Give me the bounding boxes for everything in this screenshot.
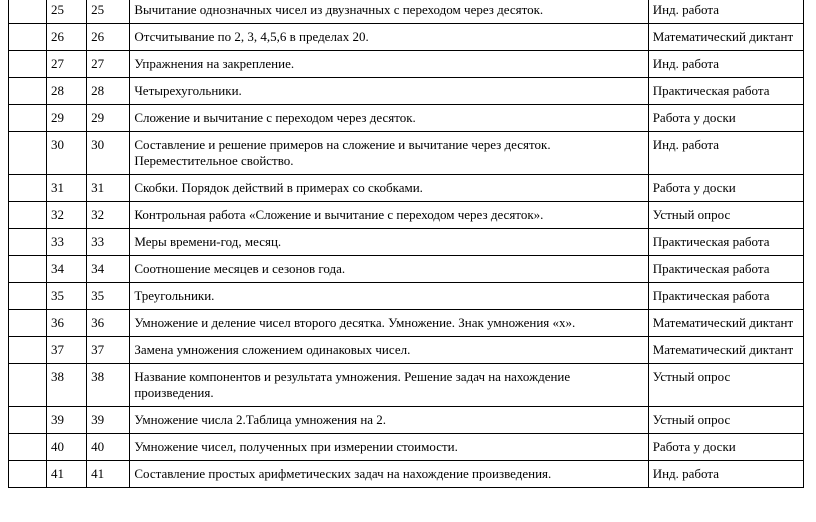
lesson-form: Устный опрос bbox=[648, 407, 803, 434]
lesson-form: Инд. работа bbox=[648, 51, 803, 78]
lesson-number: 37 bbox=[47, 337, 87, 364]
lesson-index: 39 bbox=[87, 407, 130, 434]
lesson-form: Устный опрос bbox=[648, 202, 803, 229]
lesson-topic: Скобки. Порядок действий в примерах со скобками. bbox=[130, 175, 648, 202]
lesson-topic: Отсчитывание по 2, 3, 4,5,6 в пределах 20. bbox=[130, 24, 648, 51]
table-row bbox=[9, 434, 804, 461]
lesson-number: 41 bbox=[47, 461, 87, 488]
lesson-form: Инд. работа bbox=[648, 0, 803, 24]
lesson-topic: Замена умножения сложением одинаковых чисел. bbox=[130, 337, 648, 364]
lesson-topic: Умножение числа 2.Таблица умножения на 2. bbox=[130, 407, 648, 434]
lesson-number: 40 bbox=[47, 434, 87, 461]
lesson-topic: Название компонентов и результата умножения. Решение задач на нахождение произведения. bbox=[130, 364, 648, 407]
lesson-index: 36 bbox=[87, 310, 130, 337]
blank-cell bbox=[9, 202, 47, 229]
lesson-number: 33 bbox=[47, 229, 87, 256]
blank-cell bbox=[9, 337, 47, 364]
lesson-number: 36 bbox=[47, 310, 87, 337]
table-row bbox=[9, 24, 804, 51]
lesson-index: 30 bbox=[87, 132, 130, 175]
lesson-form: Работа у доски bbox=[648, 434, 803, 461]
lesson-topic: Контрольная работа «Сложение и вычитание с переходом через десяток». bbox=[130, 202, 648, 229]
lesson-form: Математический диктант bbox=[648, 310, 803, 337]
lesson-index: 33 bbox=[87, 229, 130, 256]
lesson-index: 28 bbox=[87, 78, 130, 105]
lesson-form: Математический диктант bbox=[648, 337, 803, 364]
table-row bbox=[9, 364, 804, 407]
blank-cell bbox=[9, 434, 47, 461]
blank-cell bbox=[9, 364, 47, 407]
blank-cell bbox=[9, 407, 47, 434]
table-row bbox=[9, 175, 804, 202]
lesson-topic: Составление и решение примеров на сложение и вычитание через десяток. Переместительное свойство. bbox=[130, 132, 648, 175]
lesson-form: Работа у доски bbox=[648, 105, 803, 132]
lesson-number: 26 bbox=[47, 24, 87, 51]
blank-cell bbox=[9, 51, 47, 78]
lesson-form: Практическая работа bbox=[648, 229, 803, 256]
lesson-form: Инд. работа bbox=[648, 132, 803, 175]
lesson-number: 34 bbox=[47, 256, 87, 283]
lesson-index: 27 bbox=[87, 51, 130, 78]
lesson-plan-body bbox=[9, 0, 804, 488]
table-row bbox=[9, 407, 804, 434]
blank-cell bbox=[9, 175, 47, 202]
blank-cell bbox=[9, 310, 47, 337]
lesson-index: 32 bbox=[87, 202, 130, 229]
lesson-number: 39 bbox=[47, 407, 87, 434]
lesson-form: Практическая работа bbox=[648, 283, 803, 310]
lesson-form: Инд. работа bbox=[648, 461, 803, 488]
lesson-number: 35 bbox=[47, 283, 87, 310]
lesson-topic: Соотношение месяцев и сезонов года. bbox=[130, 256, 648, 283]
lesson-index: 31 bbox=[87, 175, 130, 202]
lesson-topic: Треугольники. bbox=[130, 283, 648, 310]
blank-cell bbox=[9, 132, 47, 175]
table-row bbox=[9, 461, 804, 488]
lesson-number: 30 bbox=[47, 132, 87, 175]
blank-cell bbox=[9, 78, 47, 105]
lesson-number: 27 bbox=[47, 51, 87, 78]
table-row bbox=[9, 51, 804, 78]
lesson-topic: Упражнения на закрепление. bbox=[130, 51, 648, 78]
lesson-form: Работа у доски bbox=[648, 175, 803, 202]
lesson-form: Практическая работа bbox=[648, 256, 803, 283]
lesson-form: Практическая работа bbox=[648, 78, 803, 105]
lesson-index: 38 bbox=[87, 364, 130, 407]
table-row bbox=[9, 310, 804, 337]
table-row bbox=[9, 0, 804, 24]
table-row bbox=[9, 202, 804, 229]
lesson-index: 40 bbox=[87, 434, 130, 461]
lesson-number: 25 bbox=[47, 0, 87, 24]
blank-cell bbox=[9, 229, 47, 256]
table-row bbox=[9, 229, 804, 256]
table-row bbox=[9, 283, 804, 310]
lesson-number: 31 bbox=[47, 175, 87, 202]
blank-cell bbox=[9, 0, 47, 24]
table-row bbox=[9, 105, 804, 132]
blank-cell bbox=[9, 256, 47, 283]
lesson-index: 34 bbox=[87, 256, 130, 283]
lesson-topic: Меры времени-год, месяц. bbox=[130, 229, 648, 256]
lesson-index: 35 bbox=[87, 283, 130, 310]
lesson-number: 38 bbox=[47, 364, 87, 407]
lesson-index: 29 bbox=[87, 105, 130, 132]
lesson-number: 29 bbox=[47, 105, 87, 132]
lesson-form: Устный опрос bbox=[648, 364, 803, 407]
table-row bbox=[9, 337, 804, 364]
lesson-topic: Сложение и вычитание с переходом через десяток. bbox=[130, 105, 648, 132]
table-row bbox=[9, 132, 804, 175]
lesson-number: 32 bbox=[47, 202, 87, 229]
lesson-index: 25 bbox=[87, 0, 130, 24]
blank-cell bbox=[9, 461, 47, 488]
blank-cell bbox=[9, 24, 47, 51]
lesson-number: 28 bbox=[47, 78, 87, 105]
lesson-index: 41 bbox=[87, 461, 130, 488]
lesson-topic: Умножение чисел, полученных при измерении стоимости. bbox=[130, 434, 648, 461]
lesson-index: 26 bbox=[87, 24, 130, 51]
lesson-topic: Умножение и деление чисел второго десятка. Умножение. Знак умножения «х». bbox=[130, 310, 648, 337]
blank-cell bbox=[9, 105, 47, 132]
table-row bbox=[9, 256, 804, 283]
blank-cell bbox=[9, 283, 47, 310]
lesson-index: 37 bbox=[87, 337, 130, 364]
table-row bbox=[9, 78, 804, 105]
lesson-topic: Составление простых арифметических задач на нахождение произведения. bbox=[130, 461, 648, 488]
lesson-topic: Вычитание однозначных чисел из двузначных с переходом через десяток. bbox=[130, 0, 648, 24]
lesson-topic: Четырехугольники. bbox=[130, 78, 648, 105]
lesson-form: Математический диктант bbox=[648, 24, 803, 51]
lesson-plan-table bbox=[8, 0, 804, 488]
